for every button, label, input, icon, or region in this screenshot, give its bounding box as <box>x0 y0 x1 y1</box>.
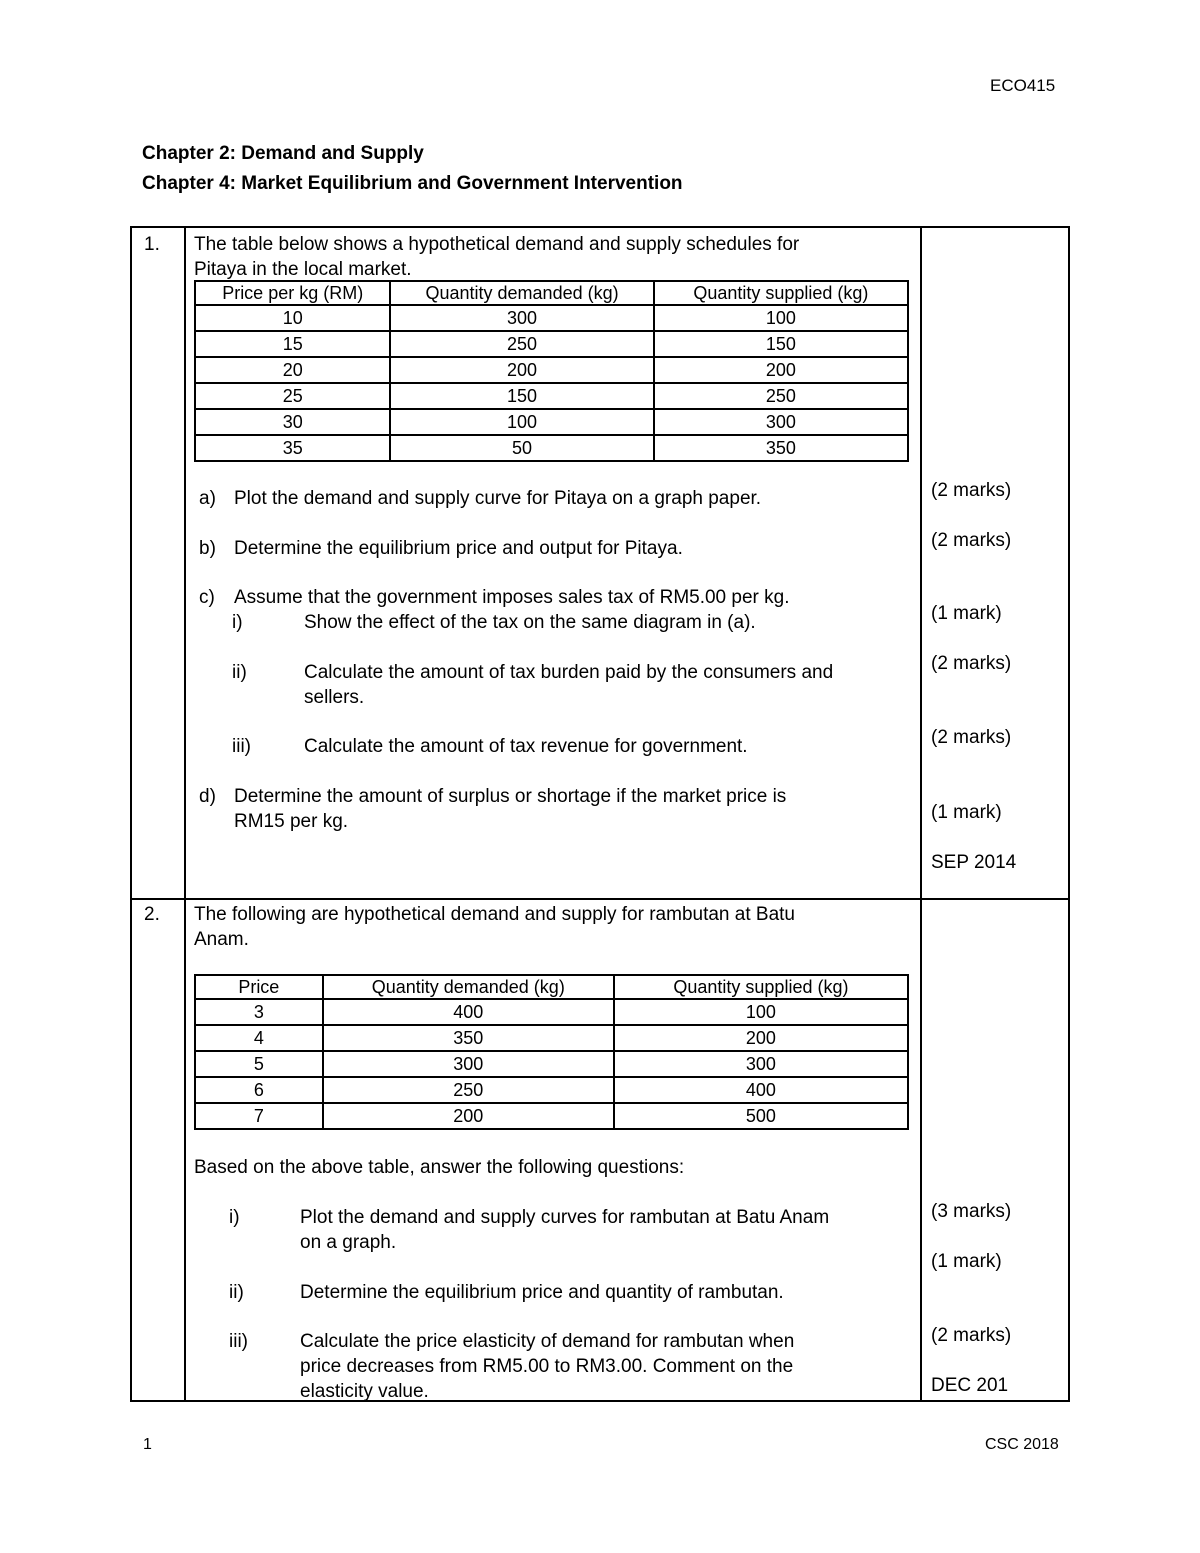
course-code: ECO415 <box>990 76 1056 95</box>
subpart-text: price decreases from RM5.00 to RM3.00. Comment on the <box>300 1356 794 1377</box>
table-row <box>195 331 908 357</box>
table-row <box>195 999 908 1025</box>
marks-label: (2 marks) <box>931 727 1012 748</box>
question-intro: Pitaya in the local market. <box>194 259 412 280</box>
table-cell: 25 <box>195 383 390 409</box>
table-row <box>195 1025 908 1051</box>
table-cell: 50 <box>390 435 653 461</box>
table-cell: 400 <box>614 1077 908 1103</box>
marks-label: (3 marks) <box>931 1201 1012 1222</box>
table-cell: 200 <box>390 357 653 383</box>
chapter-title: Chapter 4: Market Equilibrium and Government Intervention <box>142 173 683 194</box>
part-text: Determine the amount of surplus or shortage if the market price is <box>234 786 787 807</box>
part-label: b) <box>199 538 216 559</box>
table-row <box>195 305 908 331</box>
table-cell: 3 <box>195 999 323 1025</box>
table-header: Quantity demanded (kg) <box>390 281 653 305</box>
subpart-label: iii) <box>229 1331 248 1352</box>
subpart-label: ii) <box>232 662 247 683</box>
table-header: Price per kg (RM) <box>195 281 390 305</box>
subpart-text: on a graph. <box>300 1232 397 1253</box>
subpart-text: Calculate the amount of tax burden paid by the consumers and <box>304 662 834 683</box>
table-cell: 150 <box>654 331 908 357</box>
subpart-text: elasticity value. <box>300 1381 429 1402</box>
question-intro: The table below shows a hypothetical demand and supply schedules for <box>194 234 800 255</box>
table-cell: 200 <box>654 357 908 383</box>
chapter-title: Chapter 2: Demand and Supply <box>142 143 424 164</box>
subpart-text: Show the effect of the tax on the same diagram in (a). <box>304 612 756 633</box>
table-header: Quantity demanded (kg) <box>323 975 614 999</box>
row-divider <box>132 898 1068 900</box>
table-cell: 100 <box>654 305 908 331</box>
table-header: Quantity supplied (kg) <box>614 975 908 999</box>
part-text: Plot the demand and supply curve for Pitaya on a graph paper. <box>234 488 762 509</box>
table-cell: 5 <box>195 1051 323 1077</box>
table-cell: 20 <box>195 357 390 383</box>
table-row <box>195 1077 908 1103</box>
table-cell: 100 <box>390 409 653 435</box>
part-label: d) <box>199 786 216 807</box>
table-cell: 7 <box>195 1103 323 1129</box>
schedule-table <box>194 974 909 1130</box>
subpart-label: iii) <box>232 736 251 757</box>
marks-label: (2 marks) <box>931 653 1012 674</box>
table-row <box>195 409 908 435</box>
schedule-table <box>194 280 909 462</box>
table-cell: 100 <box>614 999 908 1025</box>
table-cell: 200 <box>614 1025 908 1051</box>
subpart-label: i) <box>229 1207 240 1228</box>
table-header: Quantity supplied (kg) <box>654 281 908 305</box>
table-header-row <box>195 975 908 999</box>
table-cell: 250 <box>323 1077 614 1103</box>
exam-source: DEC 201 <box>931 1375 1009 1396</box>
part-text: Assume that the government imposes sales tax of RM5.00 per kg. <box>234 587 790 608</box>
subpart-text: sellers. <box>304 687 365 708</box>
table-cell: 6 <box>195 1077 323 1103</box>
table-row <box>195 383 908 409</box>
table-cell: 300 <box>390 305 653 331</box>
marks-label: (2 marks) <box>931 530 1012 551</box>
question-number: 2. <box>144 904 160 925</box>
question-table <box>130 226 1070 1402</box>
table-cell: 250 <box>654 383 908 409</box>
question-intro: The following are hypothetical demand and supply for rambutan at Batu <box>194 904 795 925</box>
table-cell: 300 <box>323 1051 614 1077</box>
marks-label: (2 marks) <box>931 1325 1012 1346</box>
table-cell: 300 <box>654 409 908 435</box>
table-cell: 10 <box>195 305 390 331</box>
footer-code: CSC 2018 <box>985 1436 1059 1453</box>
subpart-text: Plot the demand and supply curves for rambutan at Batu Anam <box>300 1207 830 1228</box>
table-row <box>195 1103 908 1129</box>
question-intro: Anam. <box>194 929 249 950</box>
table-cell: 300 <box>614 1051 908 1077</box>
subpart-text: Determine the equilibrium price and quantity of rambutan. <box>300 1282 784 1303</box>
table-cell: 250 <box>390 331 653 357</box>
subpart-text: Calculate the price elasticity of demand for rambutan when <box>300 1331 795 1352</box>
marks-label: (2 marks) <box>931 480 1012 501</box>
subpart-label: ii) <box>229 1282 244 1303</box>
column-divider <box>184 228 186 1400</box>
table-cell: 200 <box>323 1103 614 1129</box>
table-cell: 350 <box>654 435 908 461</box>
marks-label: (1 mark) <box>931 1251 1002 1272</box>
part-label: a) <box>199 488 216 509</box>
table-row <box>195 435 908 461</box>
table-header-row <box>195 281 908 305</box>
question-lead-in: Based on the above table, answer the following questions: <box>194 1157 685 1178</box>
marks-label: (1 mark) <box>931 603 1002 624</box>
table-cell: 350 <box>323 1025 614 1051</box>
subpart-text: Calculate the amount of tax revenue for government. <box>304 736 748 757</box>
table-cell: 15 <box>195 331 390 357</box>
table-row <box>195 357 908 383</box>
part-label: c) <box>199 587 215 608</box>
column-divider <box>920 228 922 1400</box>
table-cell: 35 <box>195 435 390 461</box>
table-cell: 30 <box>195 409 390 435</box>
table-header: Price <box>195 975 323 999</box>
part-text: Determine the equilibrium price and output for Pitaya. <box>234 538 683 559</box>
part-text: RM15 per kg. <box>234 811 349 832</box>
table-cell: 500 <box>614 1103 908 1129</box>
exam-source: SEP 2014 <box>931 852 1017 873</box>
table-row <box>195 1051 908 1077</box>
question-number: 1. <box>144 234 160 255</box>
page-number: 1 <box>143 1436 152 1453</box>
marks-label: (1 mark) <box>931 802 1002 823</box>
table-cell: 150 <box>390 383 653 409</box>
table-cell: 400 <box>323 999 614 1025</box>
table-cell: 4 <box>195 1025 323 1051</box>
subpart-label: i) <box>232 612 243 633</box>
